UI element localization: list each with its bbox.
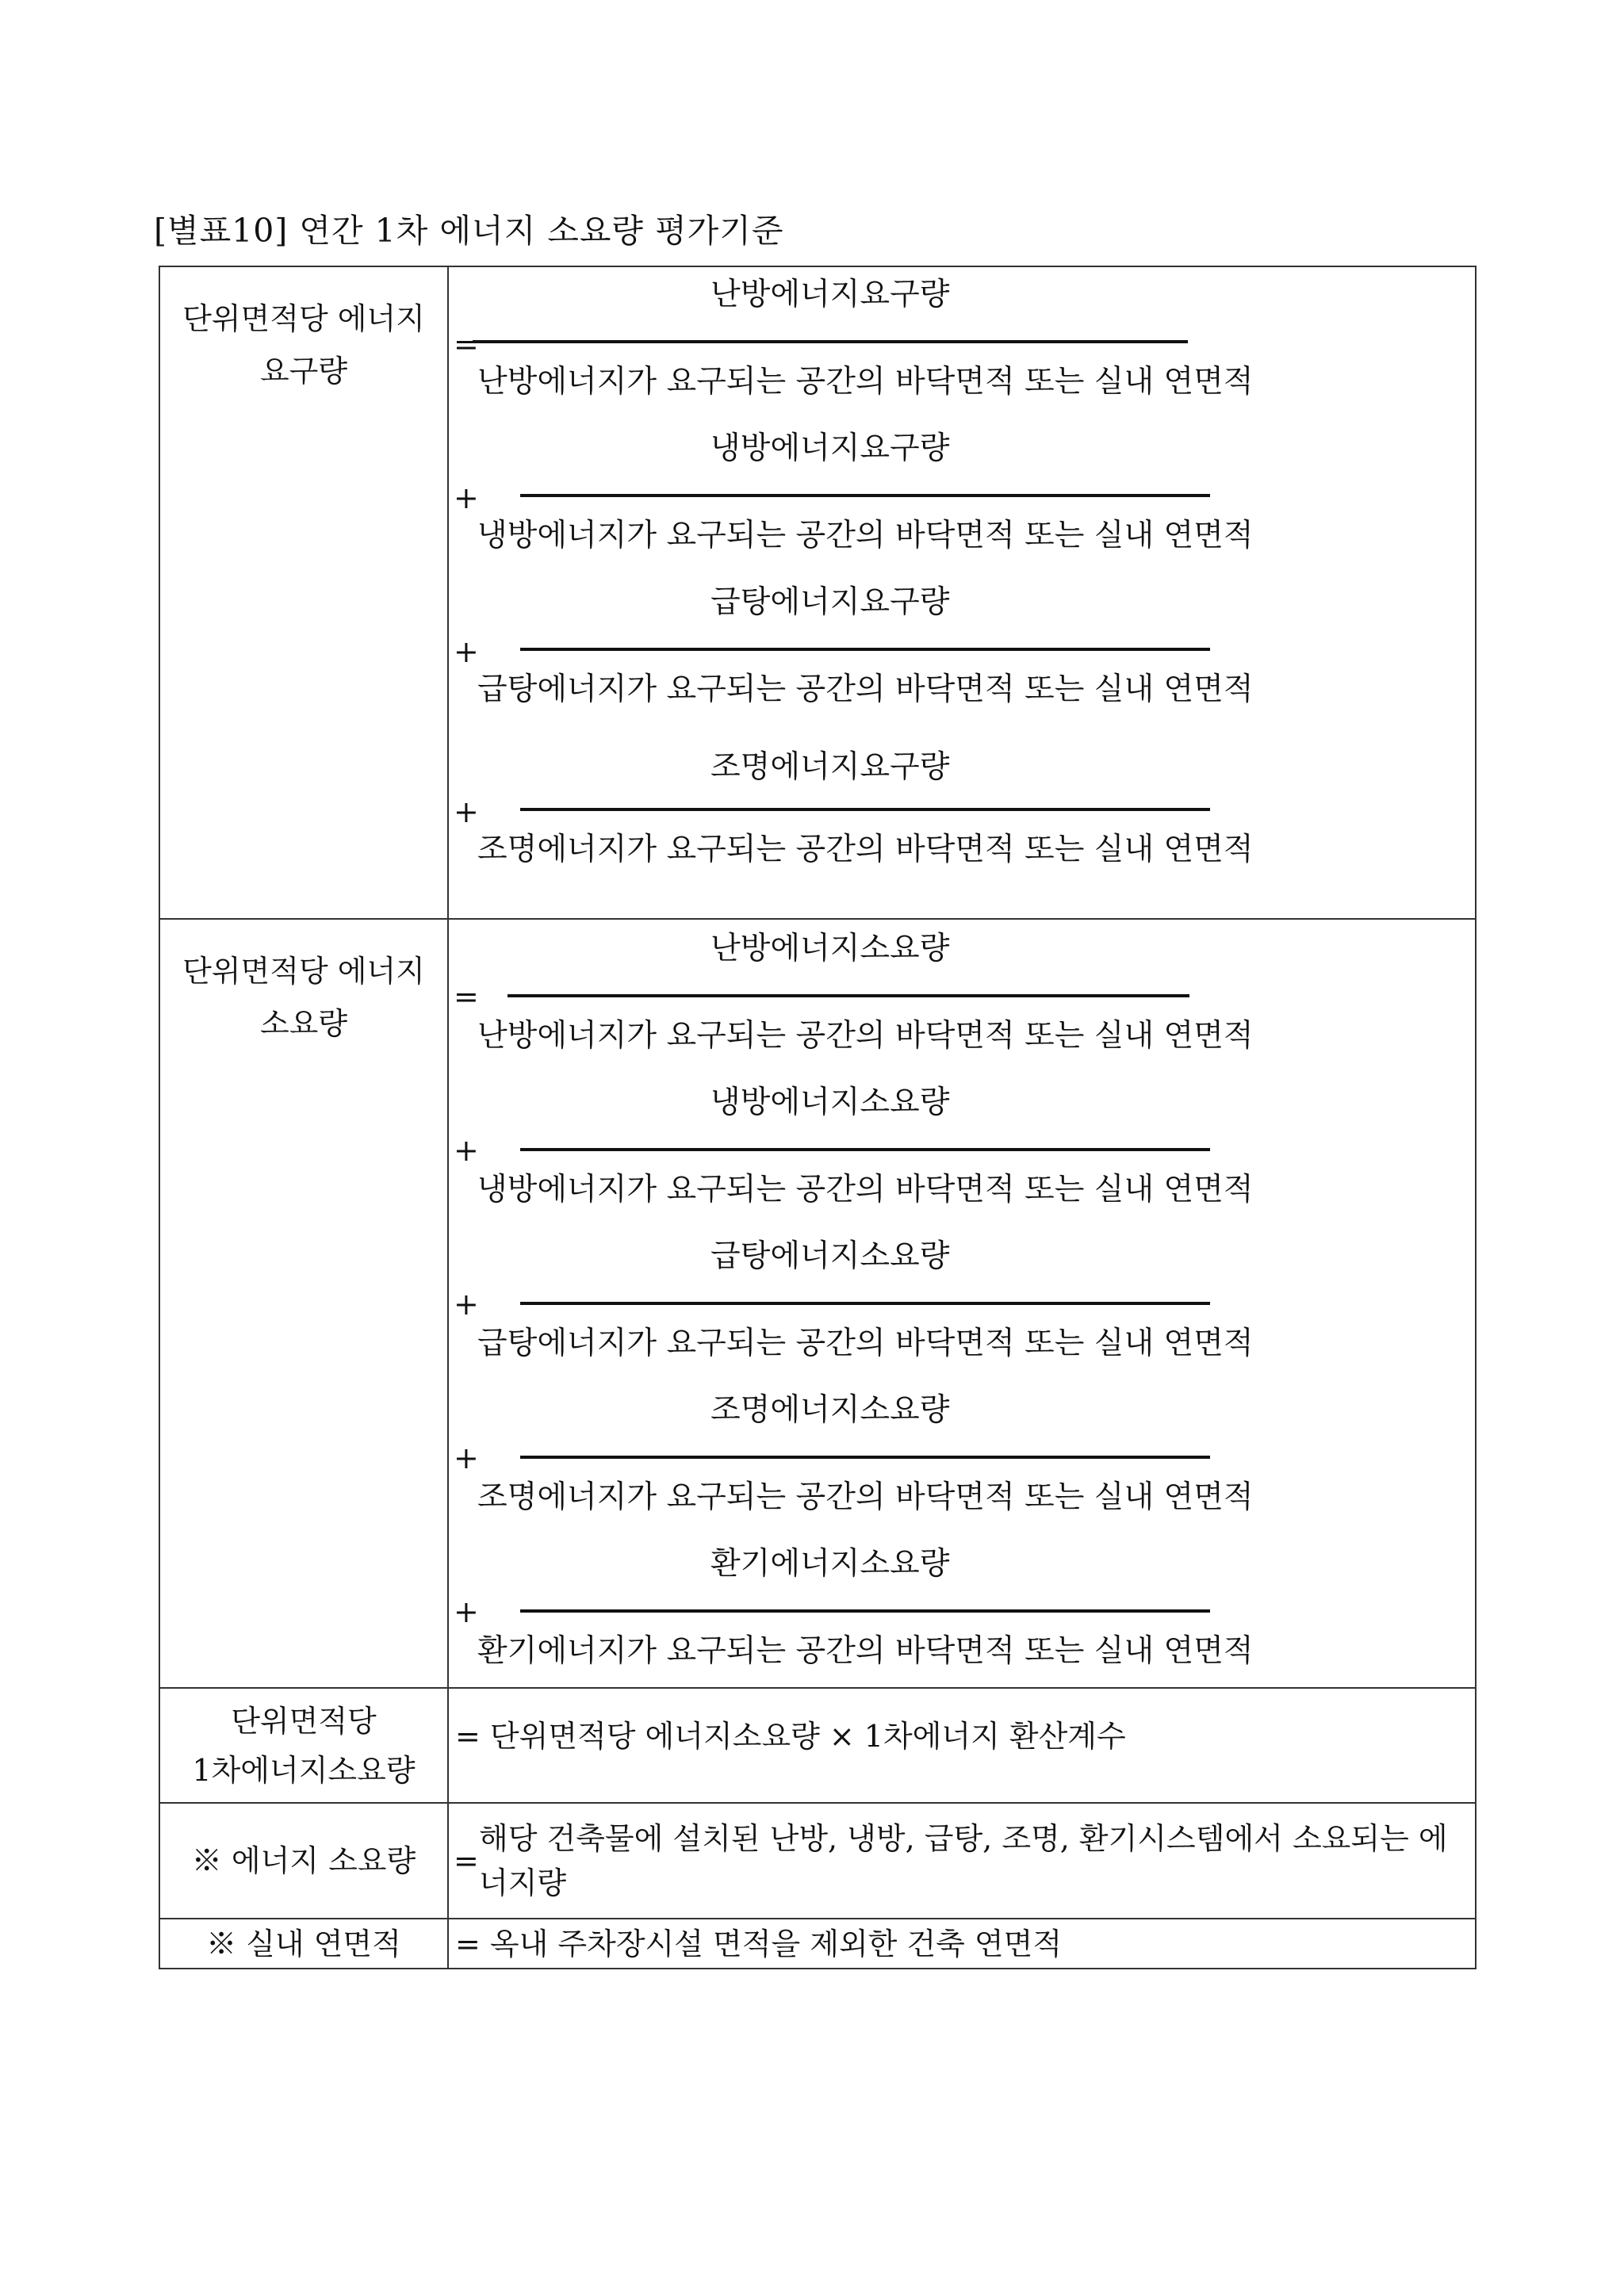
note-area-cell xyxy=(448,1919,1476,1969)
fraction-bar xyxy=(520,648,1210,651)
fraction-denominator: 난방에너지가 요구되는 공간의 바닥면적 또는 실내 연면적 xyxy=(477,1018,1254,1054)
fraction-bar xyxy=(473,340,1188,343)
table-row-demand xyxy=(159,266,1476,919)
fraction-bar xyxy=(520,1609,1210,1613)
fraction-denominator: 냉방에너지가 요구되는 공간의 바닥면적 또는 실내 연면적 xyxy=(477,518,1254,553)
note-energy-cell xyxy=(448,1803,1476,1919)
fraction-numerator: 조명에너지요구량 xyxy=(710,749,950,785)
plus-sign: + xyxy=(454,634,479,669)
equals-sign: = xyxy=(454,1843,479,1878)
table-row-note-energy xyxy=(159,1803,1476,1919)
document-title: [별표10] 연간 1차 에너지 소요량 평가기준 xyxy=(154,212,784,250)
plus-sign: + xyxy=(454,1133,479,1168)
fraction-numerator: 조명에너지소요량 xyxy=(710,1392,950,1428)
fraction-denominator: 급탕에너지가 요구되는 공간의 바닥면적 또는 실내 연면적 xyxy=(477,1326,1254,1361)
energy-criteria-table xyxy=(159,266,1477,1969)
fraction-numerator: 난방에너지요구량 xyxy=(710,277,950,312)
plus-sign: + xyxy=(454,1441,479,1475)
primary-label-line1: 단위면적당 xyxy=(231,1703,377,1739)
plus-sign: + xyxy=(454,794,479,829)
fraction-bar xyxy=(520,494,1210,497)
table-row-note-area xyxy=(159,1919,1476,1969)
note-energy-label: ※ 에너지 소요량 xyxy=(191,1843,416,1878)
fraction-bar xyxy=(520,1302,1210,1305)
equals-sign: = xyxy=(454,979,479,1014)
demand-formula-cell xyxy=(448,266,1476,919)
fraction-numerator: 냉방에너지소요량 xyxy=(710,1085,950,1120)
note-energy-text: 해당 건축물에 설치된 난방, 냉방, 급탕, 조명, 환기시스템에서 소요되는 에너지량 xyxy=(479,1821,1448,1900)
primary-label-cell xyxy=(159,1688,448,1803)
primary-label-line2: 1차에너지소요량 xyxy=(192,1752,416,1788)
primary-formula-cell xyxy=(448,1688,1476,1803)
consumption-label-cell xyxy=(159,919,448,1688)
fraction-numerator: 냉방에너지요구량 xyxy=(710,430,950,466)
note-energy-label-cell xyxy=(159,1803,448,1919)
demand-label-cell xyxy=(159,266,448,919)
fraction-denominator: 난방에너지가 요구되는 공간의 바닥면적 또는 실내 연면적 xyxy=(477,364,1254,400)
fraction-numerator: 급탕에너지요구량 xyxy=(710,584,950,620)
table-row-consumption xyxy=(159,919,1476,1688)
fraction-denominator: 급탕에너지가 요구되는 공간의 바닥면적 또는 실내 연면적 xyxy=(477,672,1254,707)
fraction-denominator: 조명에너지가 요구되는 공간의 바닥면적 또는 실내 연면적 xyxy=(477,832,1254,867)
fraction-numerator: 환기에너지소요량 xyxy=(710,1546,950,1582)
fraction-denominator: 냉방에너지가 요구되는 공간의 바닥면적 또는 실내 연면적 xyxy=(477,1172,1254,1207)
fraction-denominator: 조명에너지가 요구되는 공간의 바닥면적 또는 실내 연면적 xyxy=(477,1479,1254,1515)
fraction-bar xyxy=(520,1148,1210,1151)
note-area-label-cell xyxy=(159,1919,448,1969)
consumption-formula-cell xyxy=(448,919,1476,1688)
note-area-label: ※ 실내 연면적 xyxy=(206,1926,401,1961)
consumption-label-line1: 단위면적당 에너지 xyxy=(182,954,425,989)
demand-label-line2: 요구량 xyxy=(259,354,348,388)
fraction-bar xyxy=(508,994,1189,997)
plus-sign: + xyxy=(454,1594,479,1629)
table-row-primary xyxy=(159,1688,1476,1803)
fraction-numerator: 난방에너지소요량 xyxy=(710,931,950,966)
fraction-denominator: 환기에너지가 요구되는 공간의 바닥면적 또는 실내 연면적 xyxy=(477,1633,1254,1669)
fraction-bar xyxy=(520,1456,1210,1459)
fraction-numerator: 급탕에너지소요량 xyxy=(710,1238,950,1274)
plus-sign: + xyxy=(454,480,479,515)
demand-label-line1: 단위면적당 에너지 xyxy=(182,301,425,336)
primary-formula: = 단위면적당 에너지소요량 × 1차에너지 환산계수 xyxy=(455,1718,1126,1754)
note-area-formula: = 옥내 주차장시설 면적을 제외한 건축 연면적 xyxy=(455,1926,1063,1961)
equals-sign: = xyxy=(454,327,479,362)
plus-sign: + xyxy=(454,1287,479,1322)
consumption-label-line2: 소요량 xyxy=(259,1006,348,1041)
fraction-bar xyxy=(520,808,1210,811)
